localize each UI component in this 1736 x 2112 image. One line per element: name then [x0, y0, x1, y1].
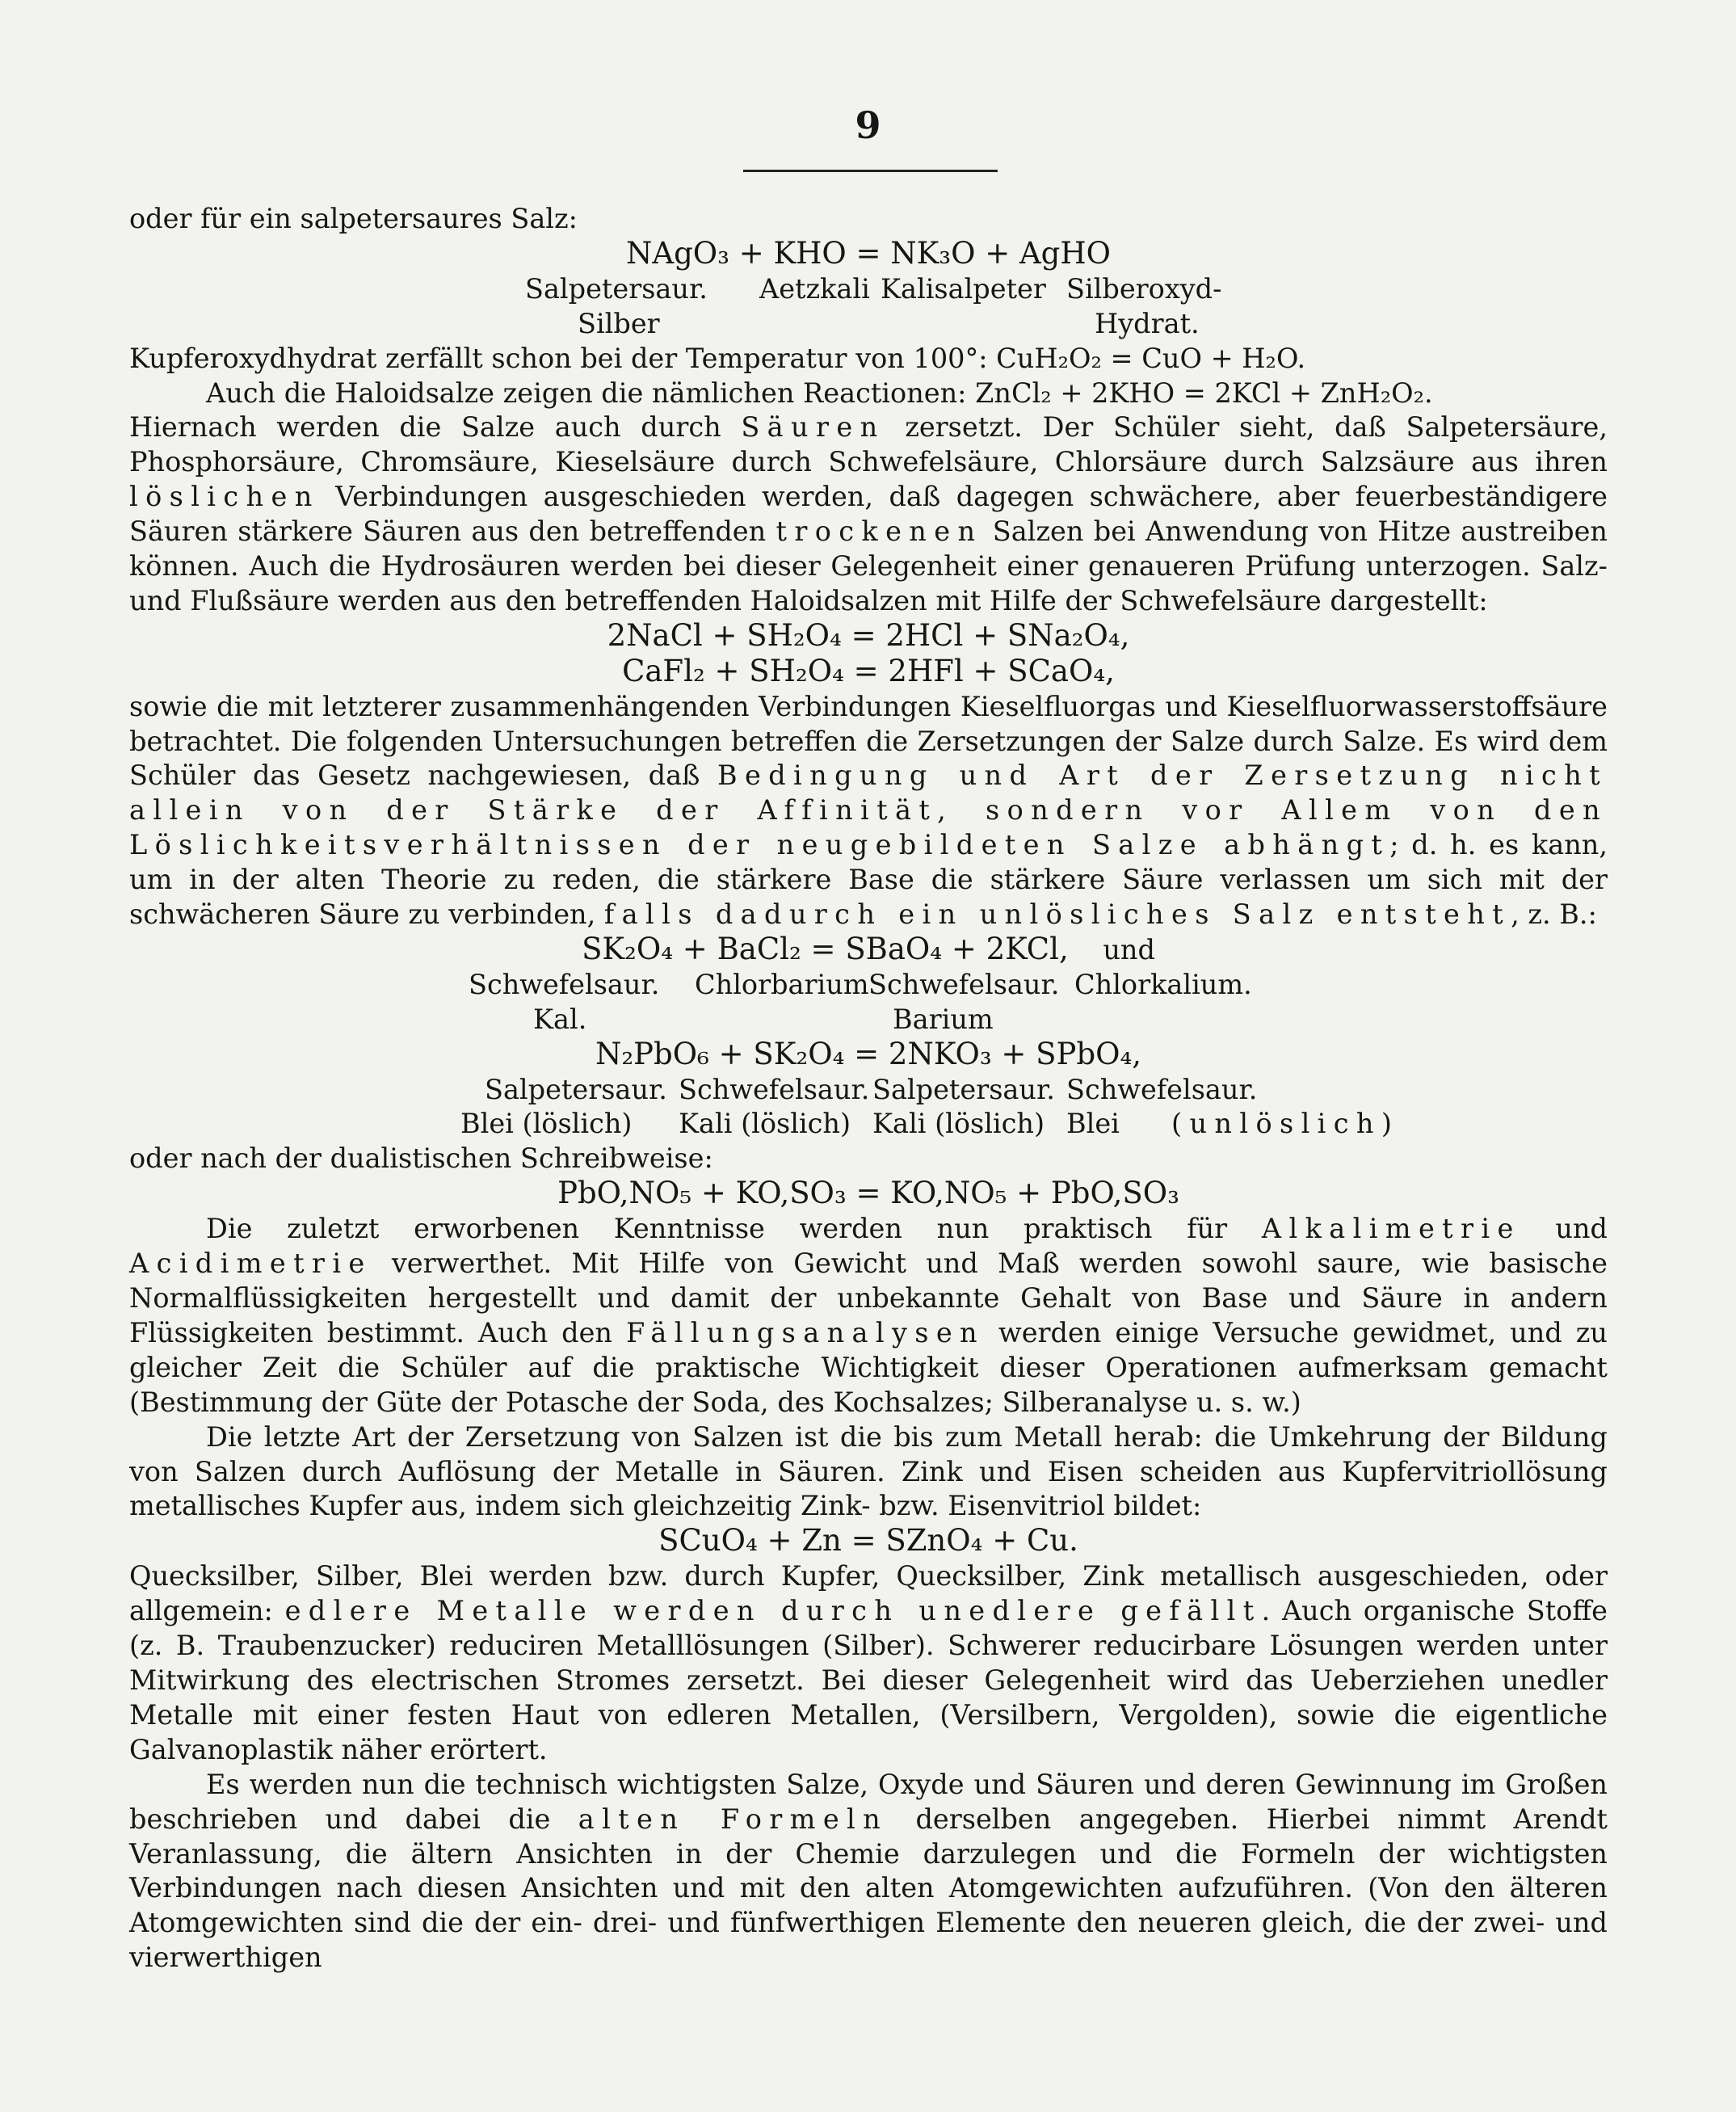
gloss-term: Salpetersaur. [485, 1073, 667, 1105]
emphasis: Fällungsanalysen [626, 1316, 986, 1348]
gloss-term: Blei (löslich) [460, 1108, 633, 1140]
paragraph: Es werden nun die technisch wichtigsten Salze, Oxyde und Säuren und deren Gewinnung im Großen beschrieben und dabei die alten Formeln derselben angegeben. Hierbei nimmt Arendt Veranlassung, die ältern Ansichten in der Chemie darzulegen und die Formeln der wichtigsten Verbindungen nach diesen Ansichten und mit den alten Atomgewichten aufzuführen. (Von den älteren Atomgewichten sind die der ein- drei- und fünfwerthigen Elemente den neueren gleich, die der zwei- und vierwerthigen [129, 1768, 1608, 1974]
gloss-term: Silber [578, 307, 660, 339]
paragraph: Quecksilber, Silber, Blei werden bzw. durch Kupfer, Quecksilber, Zink metallisch ausgeschieden, oder allgemein: edlere Metalle werden durch unedlere gefällt. Auch organische Stoffe (z. B. Traubenzucker) reduciren Metalllösungen (Silber). Schwerer reducirbare Lösungen werden unter Mitwirkung des electrischen Stromes zersetzt. Bei dieser Gelegenheit wird das Ueberziehen unedler Metalle mit einer festen Haut von edleren Metallen, (Versilbern, Vergolden), sowie die eigentliche Galvanoplastik näher erörtert. [129, 1560, 1608, 1765]
emphasis: Alkalimetrie [1261, 1213, 1521, 1245]
emphasis: Bedingung und Art der Zersetzung nicht allein von der Stärke der Affinität, sondern vor Allem von den Löslichkeitsverhältnissen der neugebildeten Salze abhängt [129, 759, 1608, 861]
header-rule [743, 170, 998, 172]
emphasis: trockenen [776, 515, 983, 548]
emphasis: edlere Metalle werden durch unedlere gefällt [284, 1595, 1262, 1627]
formula: 2NaCl + SH₂O₄ = 2HCl + SNa₂O₄, [607, 617, 1130, 653]
formula-gloss [129, 307, 1608, 342]
text-line: oder für ein salpetersaures Salz: [129, 203, 578, 234]
gloss-term: Kali (löslich) [679, 1108, 851, 1140]
page-number: 9 [855, 103, 881, 147]
formula-gloss [129, 1107, 1608, 1142]
paragraph: Die zuletzt erworbenen Kenntnisse werden nun praktisch für Alkalimetrie und Acidimetrie verwerthet. Mit Hilfe von Gewicht und Maß werden sowohl saure, wie basische Normalflüssigkeiten hergestellt und damit der unbekannte Gehalt von Base und Säure in andern Flüssigkeiten bestimmt. Auch den Fällungsanalysen werden einige Versuche gewidmet, und zu gleicher Zeit die Schüler auf die praktische Wichtigkeit dieser Operationen aufmerksam gemacht (Bestimmung der Güte der Potasche der Soda, des Kochsalzes; Silberanalyse u. s. w.) [129, 1213, 1608, 1418]
emphasis: falls dadurch ein unlösliches Salz entsteht [603, 898, 1511, 931]
emphasis: alten Formeln [578, 1803, 889, 1835]
formula: NAgO₃ + KHO = NK₃O + AgHO [626, 235, 1111, 271]
formula-gloss [129, 272, 1608, 307]
text-line: oder nach der dualistischen Schreibweise: [129, 1142, 713, 1175]
gloss-term: Barium [893, 1003, 994, 1035]
paragraph: Die letzte Art der Zersetzung von Salzen ist die bis zum Metall herab: die Umkehrung der Bildung von Salzen durch Auflösung der Metalle in Säuren. Zink und Eisen scheiden aus Kupfervitriollösung metallisches Kupfer aus, indem sich gleichzeitig Zink- bzw. Eisenvitriol bildet: [129, 1420, 1608, 1522]
gloss-term: Schwefelsaur. [469, 968, 660, 1000]
emphasis: löslichen [129, 481, 320, 513]
gloss-term: Schwefelsaur. [868, 968, 1060, 1000]
emphasis: Säuren [741, 411, 885, 444]
formula-gloss [129, 968, 1608, 1003]
page-text [129, 202, 1608, 1975]
gloss-term: Kalisalpeter [881, 272, 1046, 305]
paragraph: Hiernach werden die Salze auch durch Säuren zersetzt. Der Schüler sieht, daß Salpetersäure, Phosphorsäure, Chromsäure, Kieselsäure durch Schwefelsäure, Chlorsäure durch Salzsäure aus ihren löslichen Verbindungen ausgeschieden werden, daß dagegen schwächere, aber feuerbeständigere Säuren stärkere Säuren aus den betreffenden trockenen Salzen bei Anwendung von Hitze austreiben können. Auch die Hydrosäuren werden bei dieser Gelegenheit einer genaueren Prüfung unterzogen. Salz- und Flußsäure werden aus den betreffenden Haloidsalzen mit Hilfe der Schwefelsäure dargestellt: [129, 411, 1608, 616]
gloss-term: Hydrat. [1095, 307, 1200, 339]
gloss-term: Silberoxyd- [1066, 272, 1222, 305]
gloss-term: Schwefelsaur. [1066, 1073, 1258, 1105]
gloss-term: Salpetersaur. [525, 272, 708, 305]
text-line: Kupferoxydhydrat zerfällt schon bei der Temperatur von 100°: CuH₂O₂ = CuO + H₂O. [129, 342, 1306, 374]
paragraph: sowie die mit letzterer zusammenhängenden Verbindungen Kieselfluorgas und Kieselfluorwasserstoffsäure betrachtet. Die folgenden Untersuchungen betreffen die Zersetzungen der Salze durch Salze. Es wird dem Schüler das Gesetz nachgewiesen, daß Bedingung und Art der Zersetzung nicht allein von der Stärke der Affinität, sondern vor Allem von den Löslichkeitsverhältnissen der neugebildeten Salze abhängt; d. h. es kann, um in der alten Theorie zu reden, die stärkere Base die stärkere Säure verlassen um sich mit der schwächeren Säure zu verbinden, falls dadurch ein unlösliches Salz entsteht, z. B.: [129, 690, 1608, 931]
gloss-term: Kal. [533, 1003, 587, 1035]
formula-gloss [129, 1073, 1608, 1108]
gloss-term: (unlöslich) [1171, 1108, 1400, 1140]
text-line: Auch die Haloidsalze zeigen die nämlichen Reactionen: ZnCl₂ + 2KHO = 2KCl + ZnH₂O₂. [206, 377, 1433, 409]
formula: CaFl₂ + SH₂O₄ = 2HFl + SCaO₄, [622, 653, 1115, 688]
gloss-term: Salpetersaur. [872, 1073, 1055, 1105]
gloss-term: Chlorbarium [695, 968, 869, 1000]
gloss-term: Blei [1066, 1108, 1120, 1140]
gloss-term: Schwefelsaur. [679, 1073, 870, 1105]
gloss-term: Chlorkalium. [1074, 968, 1252, 1000]
formula-gloss [129, 1003, 1608, 1037]
gloss-term: Aetzkali [759, 272, 870, 305]
formula: SK₂O₄ + BaCl₂ = SBaO₄ + 2KCl, [582, 932, 1069, 966]
gloss-term: Kali (löslich) [872, 1108, 1045, 1140]
formula: SCuO₄ + Zn = SZnO₄ + Cu. [658, 1523, 1078, 1559]
text-word: und [1103, 934, 1155, 966]
formula: PbO,NO₅ + KO,SO₃ = KO,NO₅ + PbO,SO₃ [557, 1176, 1179, 1211]
formula: N₂PbO₆ + SK₂O₄ = 2NKO₃ + SPbO₄, [595, 1036, 1142, 1071]
emphasis: Acidimetrie [129, 1247, 372, 1280]
